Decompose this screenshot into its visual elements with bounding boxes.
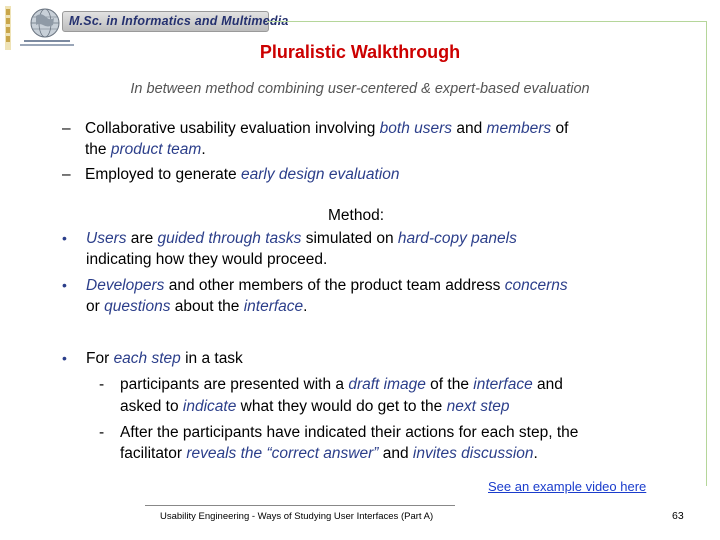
frame-line-top (267, 21, 707, 22)
globe-logo-icon (30, 8, 60, 38)
slide-title: Pluralistic Walkthrough (259, 42, 461, 62)
footer-course-title: Usability Engineering - Ways of Studying User Interfaces (Part A) (160, 511, 434, 522)
method-bullet-2-line-1: Developers and other members of the product team address concerns (86, 277, 568, 294)
sub-item-2-line-1: After the participants have indicated their actions for each step, the (120, 424, 579, 441)
sub-item-2-line-2: facilitator reveals the “correct answer” and invites discussion. (120, 445, 538, 462)
sub-dash-marker: - (99, 376, 105, 393)
method-bullet-1-line-1: Users are guided through tasks simulated on hard-copy panels (86, 230, 517, 247)
dash-item-1-line-1: Collaborative usability evaluation involving both users and members of (85, 120, 569, 137)
dash-item-2: Employed to generate early design evaluation (85, 166, 400, 183)
step-bullet: For each step in a task (86, 350, 243, 367)
dash-marker: – (62, 166, 71, 183)
program-title: M.Sc. in Informatics and Multimedia (69, 14, 289, 28)
sub-dash-marker: - (99, 424, 105, 441)
sub-item-1-line-2: asked to indicate what they would do get to the next step (120, 398, 510, 415)
footer-divider (145, 505, 455, 506)
dash-item-1-line-2: the product team. (85, 141, 206, 158)
sub-item-1-line-1: participants are presented with a draft image of the interface and (120, 376, 563, 393)
example-video-link[interactable]: See an example video here (488, 479, 647, 494)
bullet-dot: • (62, 277, 67, 293)
method-heading: Method: (328, 207, 385, 224)
page-number: 63 (672, 510, 684, 522)
dash-marker: – (62, 120, 71, 137)
program-banner (62, 11, 289, 32)
method-bullet-1-line-2: indicating how they would proceed. (86, 251, 328, 268)
slide-subtitle: In between method combining user-centered & expert-based evaluation (130, 81, 590, 97)
bullet-dot: • (62, 230, 67, 246)
method-bullet-2-line-2: or questions about the interface. (86, 298, 308, 315)
bullet-dot: • (62, 350, 67, 366)
